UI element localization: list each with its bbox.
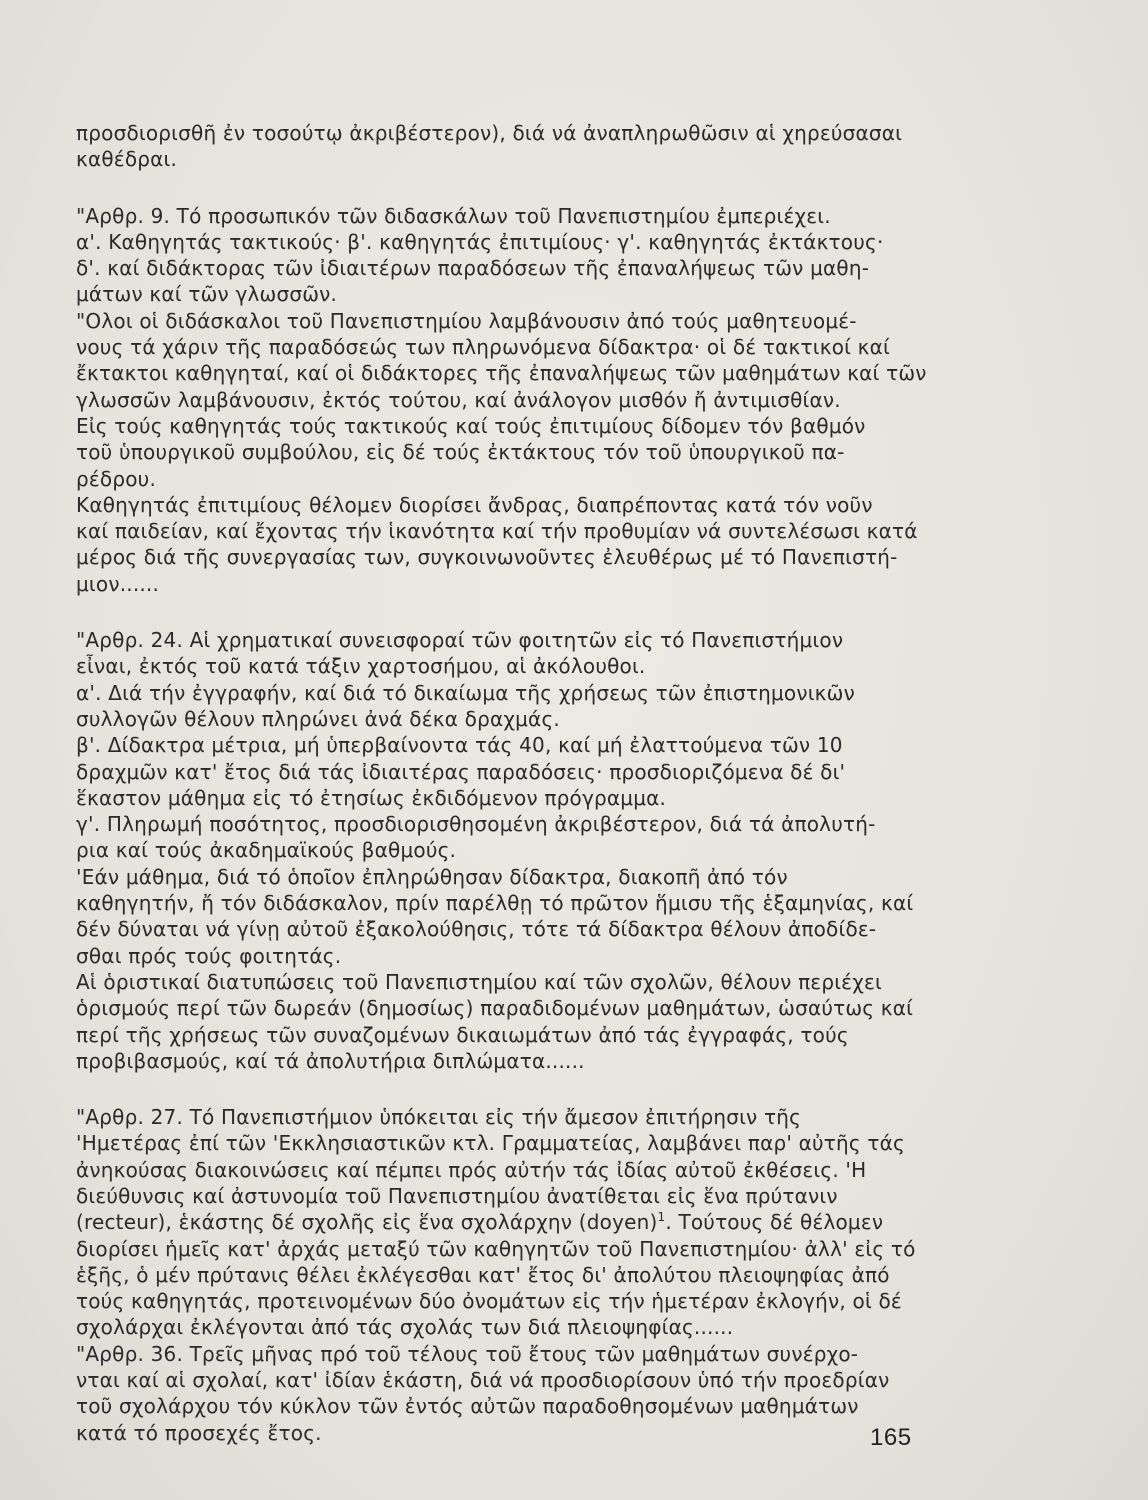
text-line: καθέδραι. [76, 147, 178, 172]
text-line: "Αρθρ. 9. Τό προσωπικόν τῶν διδασκάλων τοῦ Πανεπιστημίου ἐμπεριέχει. [76, 203, 831, 228]
text-line: διεύθυνσις καί ἀστυνομία τοῦ Πανεπιστημίου ἀνατίθεται εἰς ἕνα πρύτανιν [76, 1183, 838, 1208]
text-line: δέν δύναται νά γίνῃ αὐτοῦ ἐξακολούθησις, τότε τά δίδακτρα θέλουν ἀποδίδε- [76, 917, 877, 942]
text-line: τοῦ σχολάρχου τόν κύκλον τῶν ἐντός αὐτῶν παραδοθησομένων μαθημάτων [76, 1394, 859, 1419]
text-line: ὁρισμούς περί τῶν δωρεάν (δημοσίως) παραδιδομένων μαθημάτων, ὡσαύτως καί [76, 996, 914, 1021]
text-line: ἀνηκούσας διακοινώσεις καί πέμπει πρός αὐτήν τάς ἰδίας αὐτοῦ ἐκθέσεις. 'Η [76, 1157, 867, 1182]
text-line: "Ολοι οἱ διδάσκαλοι τοῦ Πανεπιστημίου λαμβάνουσιν ἀπό τούς μαθητευομέ- [76, 308, 857, 333]
paragraph-teachers-fees [76, 308, 1076, 413]
text-line: δραχμῶν κατ' ἔτος διά τάς ἰδιαιτέρας παραδόσεις· προσδιοριζόμενα δέ δι' [76, 759, 846, 784]
text-line: β'. Δίδακτρα μέτρια, μή ὑπερβαίνοντα τάς 40, καί μή ἐλαττούμενα τῶν 10 [76, 733, 843, 758]
text-line: α'. Διά τήν ἐγγραφήν, καί διά τό δικαίωμα τῆς χρήσεως τῶν ἐπιστημονικῶν [76, 680, 855, 705]
paragraph-article-24 [76, 627, 1076, 680]
text-line: μέρος διά τῆς συνεργασίας των, συγκοινωνοῦντες ἐλευθέρως μέ τό Πανεπιστή- [76, 545, 898, 570]
text-line: καί παιδείαν, καί ἔχοντας τήν ἱκανότητα καί τήν προθυμίαν νά συντελέσωσι κατά [76, 519, 918, 544]
text-line: προβιβασμούς, καί τά ἀπολυτήρια διπλώματα...... [76, 1048, 585, 1073]
paragraph-intro [76, 120, 1076, 173]
text-line: εἶναι, ἐκτός τοῦ κατά τάξιν χαρτοσήμου, αἱ ἀκόλουθοι. [76, 654, 646, 679]
text-line: σχολάρχαι ἐκλέγονται ἀπό τάς σχολάς των διά πλειοψηφίας...... [76, 1315, 734, 1340]
footnote-mark: 1 [657, 1210, 666, 1225]
text-line: μιον...... [76, 571, 160, 596]
text-line: α'. Καθηγητάς τακτικούς· β'. καθηγητάς ἐπιτιμίους· γ'. καθηγητάς ἐκτάκτους· [76, 229, 884, 254]
text-line: σθαι πρός τούς φοιτητάς. [76, 943, 342, 968]
paragraph-article-9 [76, 203, 1076, 308]
text-line: ἑξῆς, ὁ μέν πρύτανις θέλει ἐκλέγεσθαι κατ' ἔτος δι' ἀπολύτου πλειοψηφίας ἀπό [76, 1262, 890, 1287]
text-line: 'Εάν μάθημα, διά τό ὁποῖον ἐπληρώθησαν δίδακτρα, διακοπῆ ἀπό τόν [76, 864, 788, 889]
text-line: "Αρθρ. 27. Τό Πανεπιστήμιον ὑπόκειται εἰς τήν ἄμεσον ἐπιτήρησιν τῆς [76, 1105, 802, 1130]
text-line [76, 1209, 1076, 1235]
text-line: Αἱ ὁριστικαί διατυπώσεις τοῦ Πανεπιστημίου καί τῶν σχολῶν, θέλουν περιέχει [76, 969, 882, 994]
paragraph-item-b [76, 732, 1076, 811]
text-line: διορίσει ἡμεῖς κατ' ἀρχάς μεταξύ τῶν καθηγητῶν τοῦ Πανεπιστημίου· ἀλλ' εἰς τό [76, 1236, 916, 1261]
text-line: ρια καί τούς ἀκαδημαϊκούς βαθμούς. [76, 838, 457, 863]
page-number: 165 [870, 1424, 912, 1451]
text-line: Καθηγητάς ἐπιτιμίους θέλομεν διορίσει ἄνδρας, διαπρέποντας κατά τόν νοῦν [76, 492, 873, 517]
text-line: γ'. Πληρωμή ποσότητος, προσδιορισθησομένη ἀκριβέστερον, διά τά ἀπολυτή- [76, 812, 876, 837]
paragraph-honorary [76, 492, 1076, 597]
text-line: Εἰς τούς καθηγητάς τούς τακτικούς καί τούς ἐπιτιμίους δίδομεν τόν βαθμόν [76, 413, 866, 438]
text-line: νται καί αἱ σχολαί, κατ' ἰδίαν ἑκάστη, διά νά προσδιορίσουν ὑπό τήν προεδρίαν [76, 1368, 890, 1393]
paragraph-final-provisions [76, 969, 1076, 1074]
text-line: τοῦ ὑπουργικοῦ συμβούλου, εἰς δέ τούς ἐκτάκτους τόν τοῦ ὑπουργικοῦ πα- [76, 440, 845, 465]
paragraph-ranks [76, 413, 1076, 492]
text-line: γλωσσῶν λαμβάνουσιν, ἐκτός τούτου, καί ἀνάλογον μισθόν ἤ ἀντιμισθίαν. [76, 387, 841, 412]
text-line: περί τῆς χρήσεως τῶν συναζομένων δικαιωμάτων ἀπό τάς ἐγγραφάς, τούς [76, 1022, 849, 1047]
text-line: καθηγητήν, ἤ τόν διδάσκαλον, πρίν παρέλθῃ τό πρῶτον ἥμισυ τῆς ἑξαμηνίας, καί [76, 891, 914, 916]
text-line: ἕκαστον μάθημα εἰς τό ἐτησίως ἐκδιδόμενον πρόγραμμα. [76, 785, 667, 810]
paragraph-item-a [76, 680, 1076, 733]
text-line: ἔκτακτοι καθηγηταί, καί οἱ διδάκτορες τῆς ἐπαναλήψεως τῶν μαθημάτων καί τῶν [76, 361, 927, 386]
text-segment: (recteur), ἑκάστης δέ σχολῆς εἰς ἕνα σχολάρχην (doyen) [76, 1210, 658, 1235]
paragraph-interruption [76, 864, 1076, 969]
text-line: συλλογῶν θέλουν πληρώνει ἀνά δέκα δραχμάς. [76, 706, 560, 731]
text-line: προσδιορισθῆ ἐν τοσούτῳ ἀκριβέστερον), διά νά ἀναπληρωθῶσιν αἱ χηρεύσασαι [76, 121, 903, 145]
text-line: ρέδρου. [76, 466, 157, 491]
text-line: κατά τό προσεχές ἔτος. [76, 1420, 322, 1445]
paragraph-item-c [76, 811, 1076, 864]
paragraph-article-27 [76, 1104, 1076, 1341]
text-line: δ'. καί διδάκτορας τῶν ἰδιαιτέρων παραδόσεων τῆς ἐπαναλήψεως τῶν μαθη- [76, 256, 870, 281]
text-line: "Αρθρ. 36. Τρεῖς μῆνας πρό τοῦ τέλους τοῦ ἔτους τῶν μαθημάτων συνέρχο- [76, 1341, 859, 1366]
text-line: 'Ημετέρας ἐπί τῶν 'Εκκλησιαστικῶν κτλ. Γραμματείας, λαμβάνει παρ' αὐτῆς τάς [76, 1131, 905, 1156]
paragraph-article-36 [76, 1341, 1076, 1446]
text-line: τούς καθηγητάς, προτεινομένων δύο ὀνομάτων εἰς τήν ἡμετέραν ἐκλογήν, οἱ δέ [76, 1289, 902, 1314]
text-line: "Αρθρ. 24. Αἱ χρηματικαί συνεισφοραί τῶν φοιτητῶν εἰς τό Πανεπιστήμιον [76, 628, 844, 653]
document-body [76, 120, 1076, 1446]
text-line: μάτων καί τῶν γλωσσῶν. [76, 282, 338, 307]
text-line: νους τά χάριν τῆς παραδόσεώς των πληρωνόμενα δίδακτρα· οἱ δέ τακτικοί καί [76, 335, 890, 360]
text-segment: . Τούτους δέ θέλομεν [665, 1210, 884, 1235]
